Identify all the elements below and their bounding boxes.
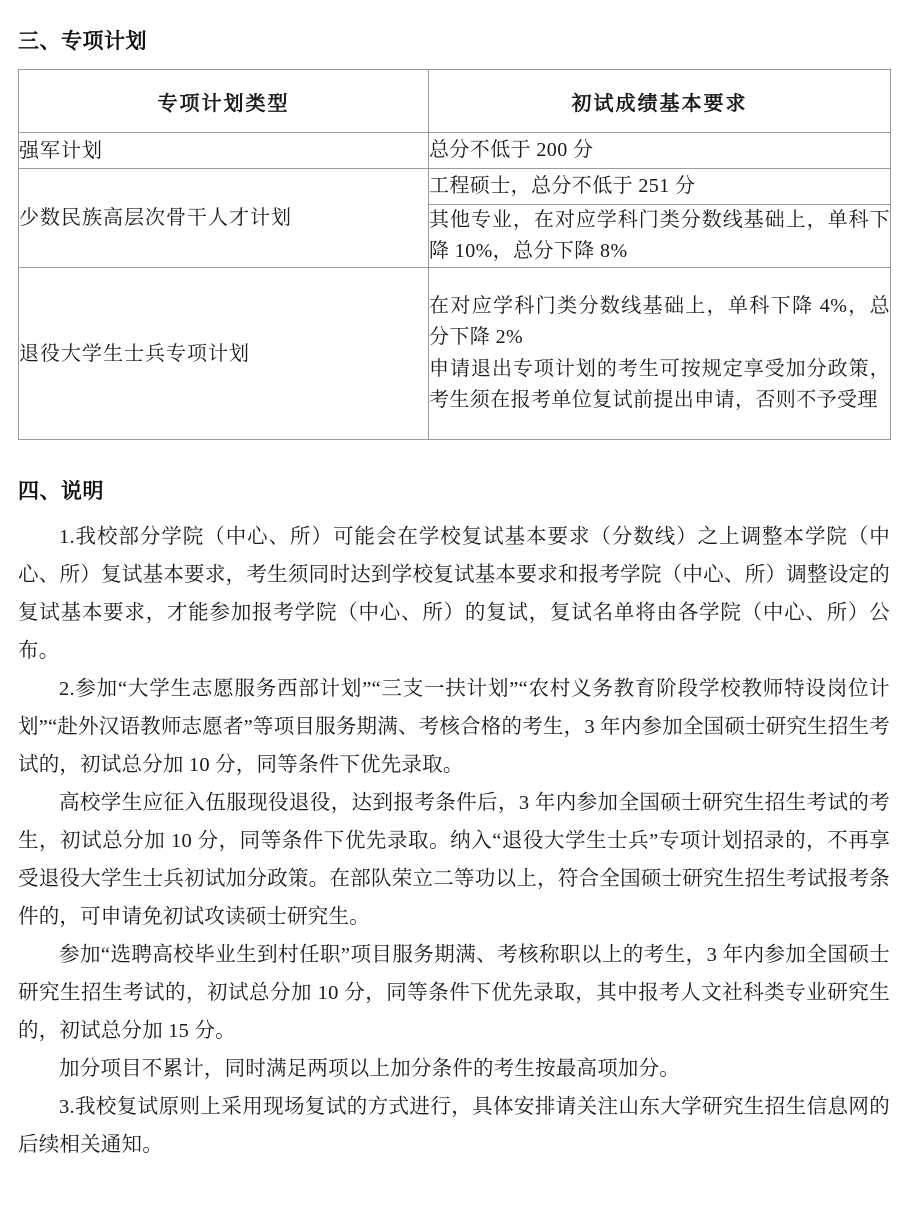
cell-plan-type: 退役大学生士兵专项计划 [19, 268, 429, 440]
table-row [19, 268, 891, 440]
cell-plan-type: 强军计划 [19, 133, 429, 169]
section-heading-special-plans: 三、专项计划 [18, 30, 147, 53]
table-row [19, 133, 891, 169]
requirement-line: 在对应学科门类分数线基础上，单科下降 4%，总分下降 2% [429, 295, 890, 348]
cell-requirement: 其他专业，在对应学科门类分数线基础上，单科下降 10%，总分下降 8% [429, 205, 891, 268]
table-row [19, 169, 891, 205]
column-header-requirement: 初试成绩基本要求 [429, 70, 891, 133]
cell-plan-type: 少数民族高层次骨干人才计划 [19, 169, 429, 268]
requirement-line: 申请退出专项计划的考生可按规定享受加分政策，考生须在报考单位复试前提出申请，否则不予受理 [429, 358, 890, 411]
table-header-row [19, 70, 891, 133]
note-paragraph: 加分项目不累计，同时满足两项以上加分条件的考生按最高项加分。 [59, 1058, 680, 1080]
note-paragraph: 2.参加“大学生志愿服务西部计划”“三支一扶计划”“农村义务教育阶段学校教师特设岗位计划”“赴外汉语教师志愿者”等项目服务期满、考核合格的考生，3 年内参加全国硕士研究生招生考试的，初试总分加 10 分，同等条件下优先录取。 [18, 678, 890, 776]
section-heading-notes: 四、说明 [18, 480, 104, 503]
cell-requirement: 工程硕士，总分不低于 251 分 [429, 169, 891, 205]
note-paragraph: 1.我校部分学院（中心、所）可能会在学校复试基本要求（分数线）之上调整本学院（中心、所）复试基本要求，考生须同时达到学校复试基本要求和报考学院（中心、所）调整设定的复试基本要求，才能参加报考学院（中心、所）的复试，复试名单将由各学院（中心、所）公布。 [18, 526, 890, 662]
note-paragraph: 参加“选聘高校毕业生到村任职”项目服务期满、考核称职以上的考生，3 年内参加全国硕士研究生招生考试的，初试总分加 10 分，同等条件下优先录取，其中报考人文社科类专业研究生的，初试总分加 15 分。 [18, 944, 890, 1042]
note-paragraph: 高校学生应征入伍服现役退役，达到报考条件后，3 年内参加全国硕士研究生招生考试的考生，初试总分加 10 分，同等条件下优先录取。纳入“退役大学生士兵”专项计划招录的，不再享受退役大学生士兵初试加分政策。在部队荣立二等功以上，符合全国硕士研究生招生考试报考条件的，可申请免初试攻读硕士研究生。 [18, 792, 890, 928]
note-paragraph: 3.我校复试原则上采用现场复试的方式进行，具体安排请关注山东大学研究生招生信息网的后续相关通知。 [18, 1096, 890, 1156]
notes-body [18, 518, 890, 1164]
special-plans-table [18, 69, 891, 440]
cell-requirement: 总分不低于 200 分 [429, 133, 891, 169]
cell-requirement [429, 268, 891, 440]
column-header-plan-type: 专项计划类型 [19, 70, 429, 133]
